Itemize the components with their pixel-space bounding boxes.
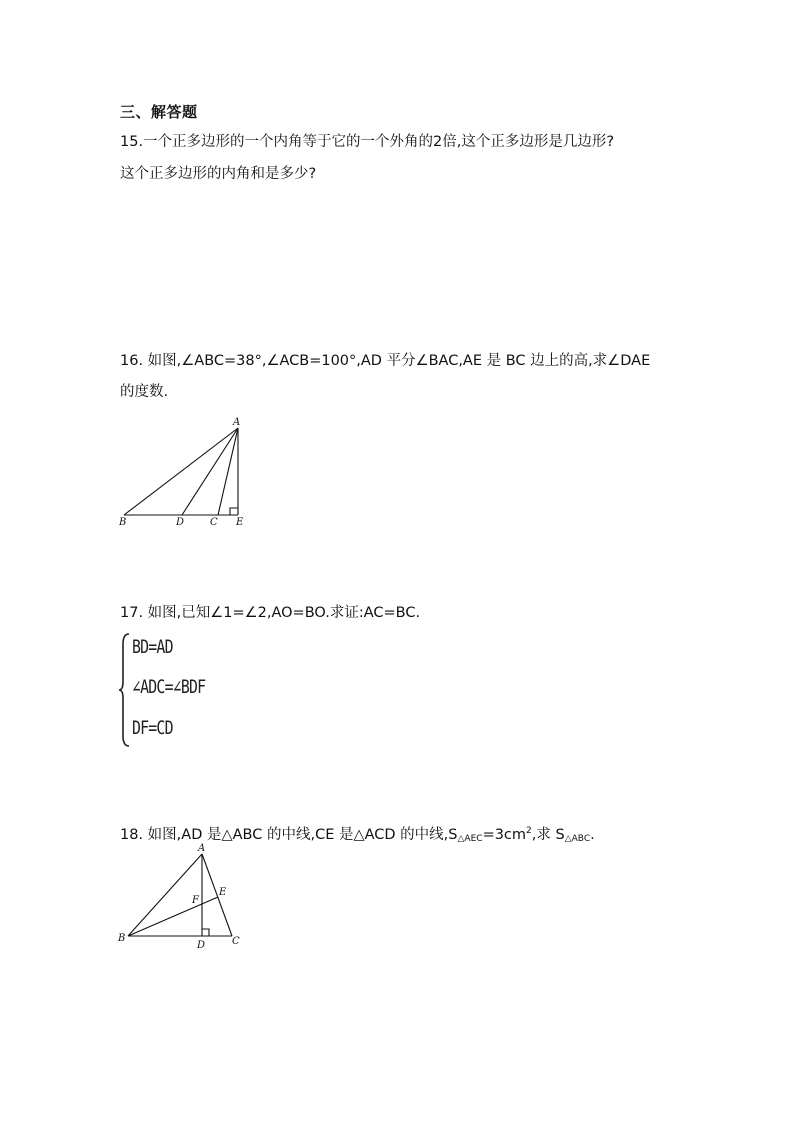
section-title: 三、解答题: [120, 103, 198, 121]
q15-line1: 15.一个正多边形的一个内角等于它的一个外角的2倍,这个正多边形是几边形?: [120, 134, 615, 150]
label-e: E: [236, 517, 244, 528]
system-line-3: DF=CD: [132, 717, 173, 739]
left-brace-icon: [118, 630, 132, 750]
q18-sub-abc: △ABC: [564, 834, 591, 844]
q16-triangle-figure: [110, 412, 260, 532]
system-line-2: ∠ADC=∠BDF: [132, 676, 206, 698]
q18-suffix: .: [590, 827, 595, 843]
system-line-1: BD=AD: [132, 636, 173, 658]
label-a: A: [233, 417, 241, 428]
q18-mid: =3cm: [482, 827, 527, 843]
q15-line2: 这个正多边形的内角和是多少?: [120, 166, 317, 182]
q16-line1: 16. 如图,∠ABC=38°,∠ACB=100°,AD 平分∠BAC,AE 是 BC 边上的高,求∠DAE: [120, 353, 651, 369]
q17-line1: 17. 如图,已知∠1=∠2,AO=BO.求证:AC=BC.: [120, 605, 421, 621]
label-c: C: [232, 936, 240, 947]
q18-prefix: 18. 如图,AD 是△ABC 的中线,CE 是△ACD 的中线,S: [120, 827, 458, 843]
label-f: F: [192, 895, 199, 906]
q17-equation-system: [118, 630, 228, 750]
q18-triangle-figure: [112, 840, 252, 952]
label-b: B: [119, 517, 127, 528]
q18-sub-aec: △AEC: [457, 834, 483, 844]
q16-line2: 的度数.: [120, 384, 169, 400]
label-e: E: [219, 887, 227, 898]
label-c: C: [210, 517, 218, 528]
label-d: D: [176, 517, 185, 528]
q18-sup: 2: [526, 826, 532, 836]
label-a: A: [198, 843, 206, 854]
label-b: B: [118, 933, 126, 944]
q18-mid2: ,求 S: [531, 827, 565, 843]
label-d: D: [197, 940, 206, 951]
